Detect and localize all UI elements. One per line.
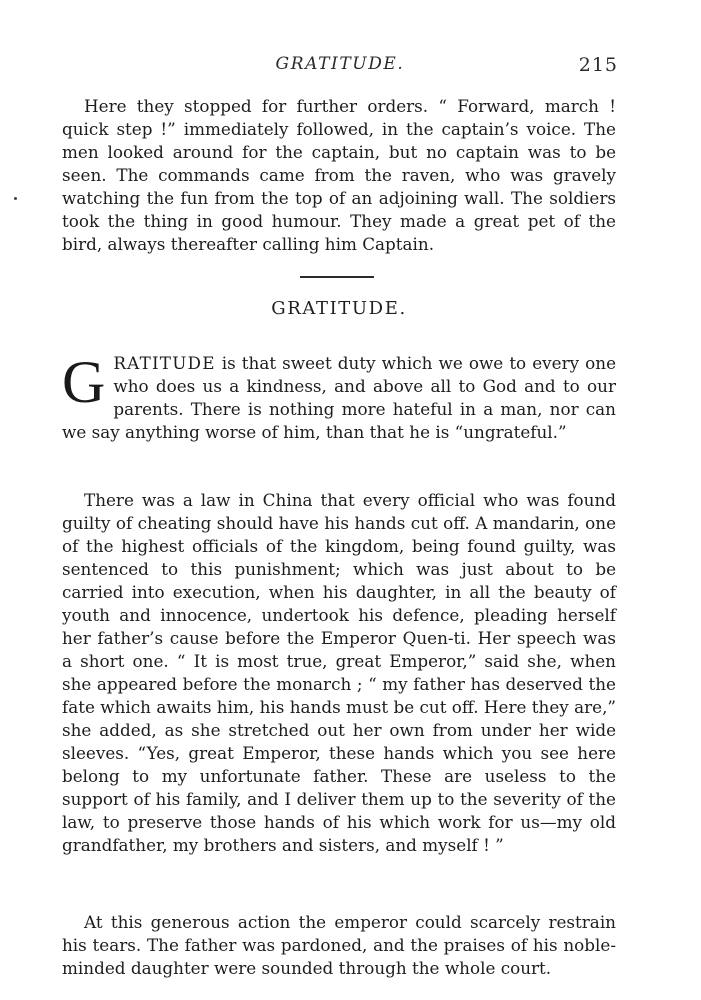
first-paragraph-text: is that sweet duty which we owe to every one who does us a kindness, and above all to God and to our parents. There is nothing more hateful in a man, nor can we say anything worse of him, than that he is “ungrateful.” — [62, 353, 616, 442]
paragraph-china-law: There was a law in China that every official who was found guilty of cheating should have his hands cut off. A mandarin, one of the highest officials of the kingdom, being found guilty, was sentenced to this punishment; which was just about to be carried into execution, when his daughter, in all the beauty of youth and innocence, undertook his defence, pleading herself her father’s cause before the Emperor Quen-ti. Her speech was a short one. “ It is most true, great Emperor,” said she, when she appeared before the monarch ; “ my father has deserved the fate which awaits him, his hands must be cut off. Here they are,” she added, as she stretched out her own from under her wide sleeves. “Yes, great Emperor, these hands which you see here belong to my unfortunate father. These are useless to the support of his family, and I deliver them up to the severity of the law, to preserve those hands of his which work for us—my old grandfather, my brothers and sisters, and myself ! ” — [62, 490, 616, 855]
section-divider — [300, 276, 374, 278]
section-title: GRATITUDE. — [271, 298, 407, 319]
first-word: RATITUDE — [113, 353, 216, 373]
intro-paragraph — [62, 95, 616, 256]
paragraph-conclusion: At this generous action the emperor could scarcely restrain his tears. The father was pardoned, and the praises of his noble-minded daughter were sounded through the whole court. — [62, 912, 616, 978]
margin-speck — [14, 197, 17, 200]
page-header — [62, 54, 618, 80]
drop-cap: G — [62, 349, 106, 415]
running-title: GRATITUDE. — [275, 54, 405, 74]
page-number: 215 — [578, 54, 618, 76]
intro-paragraph-text: Here they stopped for further orders. “ Forward, march ! quick step !” immediately followed, in the captain’s voice. The men looked around for the captain, but no captain was to be seen. The commands came from the raven, who was gravely watching the fun from the top of an adjoining wall. The soldiers took the thing in good humour. They made a great pet of the bird, always thereafter calling him Captain. — [62, 96, 616, 254]
section-first-paragraph — [62, 349, 616, 444]
